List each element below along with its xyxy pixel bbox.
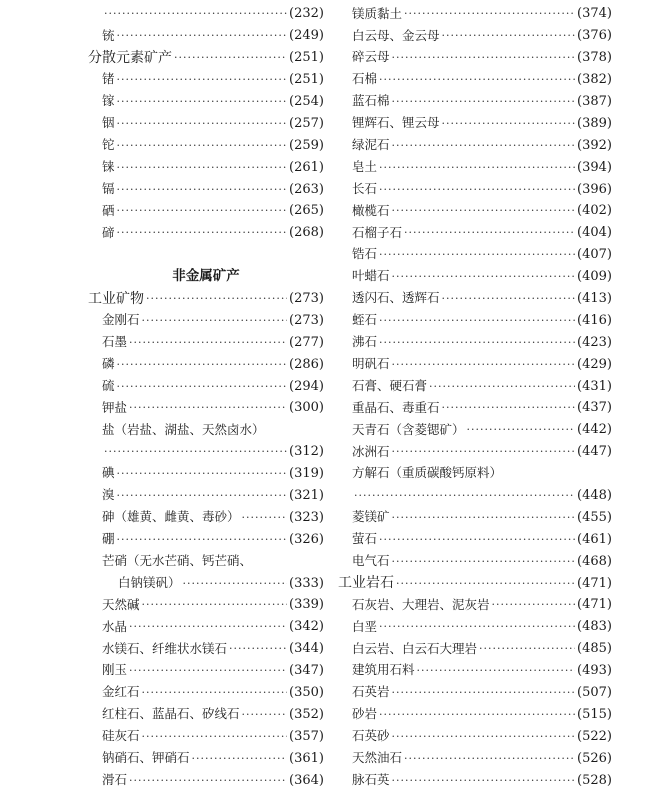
page-number: (468) xyxy=(577,553,612,569)
toc-entry xyxy=(88,638,324,660)
toc-entry xyxy=(338,704,612,726)
toc-entry-label: 电气石 xyxy=(352,552,390,568)
dot-leader xyxy=(379,249,575,260)
dot-leader xyxy=(379,184,575,195)
toc-entry-label: 石棉 xyxy=(352,71,378,87)
toc-entry-label: 锂辉石、锂云母 xyxy=(352,115,440,131)
toc-entry xyxy=(88,660,324,682)
toc-entry xyxy=(88,528,324,550)
toc-entry-label: 硼 xyxy=(102,531,115,547)
dot-leader xyxy=(117,140,288,151)
toc-entry-label: 长石 xyxy=(352,180,378,196)
toc-entry xyxy=(88,506,324,528)
dot-leader xyxy=(392,205,576,216)
toc-left-column xyxy=(88,3,324,791)
page-number: (461) xyxy=(577,531,612,547)
toc-entry xyxy=(338,550,612,572)
toc-entry-label: 天青石（含菱锶矿） xyxy=(352,421,465,437)
toc-entry xyxy=(88,47,324,69)
page-number: (442) xyxy=(577,422,612,438)
page-number: (409) xyxy=(577,269,612,285)
page-number: (402) xyxy=(577,203,612,219)
toc-entry-label: 硒 xyxy=(102,202,115,218)
page-number: (333) xyxy=(289,575,324,591)
toc-entry-label: 橄榄石 xyxy=(352,202,390,218)
toc-entry-label: 溴 xyxy=(102,487,115,503)
page-number: (249) xyxy=(289,28,324,44)
dot-leader xyxy=(104,446,287,457)
dot-leader xyxy=(392,556,576,567)
dot-leader xyxy=(379,337,575,348)
page-number: (344) xyxy=(289,641,324,657)
page-number: (273) xyxy=(289,291,324,307)
toc-entry xyxy=(88,441,324,463)
page-number: (392) xyxy=(577,137,612,153)
dot-leader xyxy=(404,8,575,19)
dot-leader xyxy=(479,643,575,654)
toc-entry xyxy=(338,375,612,397)
dot-leader xyxy=(117,468,288,479)
toc-entry xyxy=(88,550,324,572)
page-number: (429) xyxy=(577,356,612,372)
page-number: (364) xyxy=(289,772,324,788)
section-heading xyxy=(88,266,324,288)
toc-category-label: 分散元素矿产 xyxy=(88,49,172,66)
dot-leader xyxy=(142,687,288,698)
page-number: (323) xyxy=(289,509,324,525)
toc-entry xyxy=(338,3,612,25)
toc-entry xyxy=(88,682,324,704)
page-number: (389) xyxy=(577,115,612,131)
toc-entry xyxy=(338,682,612,704)
toc-entry xyxy=(88,747,324,769)
toc-entry xyxy=(338,506,612,528)
page-number: (437) xyxy=(577,400,612,416)
dot-leader xyxy=(392,271,576,282)
page-number: (483) xyxy=(577,619,612,635)
toc-entry xyxy=(338,353,612,375)
toc-entry-label: 滑石 xyxy=(102,771,128,787)
page-number: (268) xyxy=(289,225,324,241)
toc-entry xyxy=(88,200,324,222)
page-number: (361) xyxy=(289,750,324,766)
toc-entry-label: 硅灰石 xyxy=(102,728,140,744)
toc-entry xyxy=(338,528,612,550)
page-number: (326) xyxy=(289,531,324,547)
toc-entry-label: 菱镁矿 xyxy=(352,509,390,525)
toc-entry xyxy=(88,156,324,178)
toc-entry-label: 金红石 xyxy=(102,684,140,700)
dot-leader xyxy=(117,74,288,85)
dot-leader xyxy=(104,8,287,19)
page-number: (423) xyxy=(577,334,612,350)
dot-leader xyxy=(129,402,287,413)
dot-leader xyxy=(379,621,575,632)
dot-leader xyxy=(192,753,288,764)
toc-entry-label: 铼 xyxy=(102,158,115,174)
toc-entry xyxy=(338,200,612,222)
toc-entry-label: 蓝石棉 xyxy=(352,93,390,109)
toc-entry-label: 磷 xyxy=(102,355,115,371)
page-number: (431) xyxy=(577,378,612,394)
toc-entry xyxy=(88,375,324,397)
dot-leader xyxy=(117,359,288,370)
page-number: (471) xyxy=(577,597,612,613)
page-number: (277) xyxy=(289,334,324,350)
dot-leader xyxy=(142,599,288,610)
toc-entry-label: 水镁石、纤维状水镁石 xyxy=(102,640,228,656)
page-number: (294) xyxy=(289,378,324,394)
toc-right-column xyxy=(338,3,612,791)
toc-entry-label: 砂岩 xyxy=(352,706,378,722)
spacer xyxy=(88,244,324,266)
toc-entry xyxy=(338,572,612,594)
toc-entry xyxy=(338,616,612,638)
dot-leader xyxy=(404,227,575,238)
toc-entry-label: 盐（岩盐、湖盐、天然卤水） xyxy=(102,421,265,437)
page-number: (254) xyxy=(289,94,324,109)
dot-leader xyxy=(404,753,575,764)
toc-entry-label: 蛭石 xyxy=(352,312,378,328)
dot-leader xyxy=(392,687,576,698)
page-number: (387) xyxy=(577,94,612,109)
toc-entry-label: 石灰岩、大理岩、泥灰岩 xyxy=(352,596,490,612)
dot-leader xyxy=(442,402,576,413)
toc-entry xyxy=(88,725,324,747)
toc-entry-label: 砷（雄黄、雌黄、毒砂） xyxy=(102,509,240,525)
toc-entry-label: 建筑用石料 xyxy=(352,662,415,678)
page-number: (471) xyxy=(577,575,612,591)
page-number: (528) xyxy=(577,772,612,788)
dot-leader xyxy=(492,599,576,610)
toc-entry-label: 天然油石 xyxy=(352,749,403,765)
toc-entry xyxy=(88,594,324,616)
page-number: (273) xyxy=(289,312,324,328)
toc-entry-label: 白云母、金云母 xyxy=(352,27,440,43)
toc-entry xyxy=(338,747,612,769)
toc-entry xyxy=(338,156,612,178)
toc-entry-label: 白钠镁矾） xyxy=(118,574,181,590)
page-number: (251) xyxy=(289,50,324,66)
toc-entry xyxy=(88,288,324,310)
toc-entry-label: 镁质黏土 xyxy=(352,5,403,21)
page-number: (378) xyxy=(577,50,612,66)
toc-entry-label: 刚玉 xyxy=(102,662,128,678)
dot-leader xyxy=(117,381,288,392)
toc-entry-label: 石墨 xyxy=(102,334,128,350)
dot-leader xyxy=(392,775,576,786)
toc-entry xyxy=(338,309,612,331)
page-number: (265) xyxy=(289,203,324,219)
toc-entry-label: 锗 xyxy=(102,71,115,87)
toc-entry xyxy=(88,704,324,726)
dot-leader xyxy=(117,534,288,545)
toc-entry xyxy=(338,47,612,69)
toc-entry-label: 天然碱 xyxy=(102,596,140,612)
dot-leader xyxy=(242,512,288,523)
toc-entry xyxy=(338,112,612,134)
page-number: (261) xyxy=(289,159,324,175)
dot-leader xyxy=(117,96,288,107)
toc-entry xyxy=(88,25,324,47)
toc-entry xyxy=(88,463,324,485)
toc-entry xyxy=(338,69,612,91)
toc-entry-label: 钠硝石、钾硝石 xyxy=(102,749,190,765)
toc-entry-label: 碘 xyxy=(102,465,115,481)
toc-entry xyxy=(88,485,324,507)
toc-entry-label: 方解石（重质碳酸钙原料） xyxy=(352,465,503,481)
toc-entry-label: 绿泥石 xyxy=(352,137,390,153)
page-number: (342) xyxy=(289,619,324,635)
page-number: (493) xyxy=(577,663,612,679)
page-number: (522) xyxy=(577,728,612,744)
dot-leader xyxy=(142,315,288,326)
page-number: (448) xyxy=(577,488,612,504)
toc-entry-label: 明矾石 xyxy=(352,355,390,371)
dot-leader xyxy=(392,359,576,370)
toc-entry xyxy=(88,69,324,91)
dot-leader xyxy=(117,227,288,238)
toc-entry xyxy=(338,725,612,747)
toc-entry xyxy=(88,112,324,134)
toc-entry-label: 冰洲石 xyxy=(352,443,390,459)
page-number: (312) xyxy=(289,444,324,460)
page-number: (376) xyxy=(577,28,612,44)
dot-leader xyxy=(392,446,576,457)
page-number: (257) xyxy=(289,115,324,131)
toc-entry-label: 萤石 xyxy=(352,531,378,547)
page-number: (396) xyxy=(577,181,612,197)
toc-entry xyxy=(338,441,612,463)
toc-entry-label: 石英岩 xyxy=(352,684,390,700)
dot-leader xyxy=(379,709,575,720)
toc-category-label: 工业矿物 xyxy=(88,290,144,307)
toc-entry xyxy=(338,178,612,200)
page-number: (394) xyxy=(577,159,612,175)
toc-entry-label: 碎云母 xyxy=(352,49,390,65)
page-number: (382) xyxy=(577,72,612,88)
dot-leader xyxy=(379,74,575,85)
toc-entry xyxy=(338,222,612,244)
toc-entry xyxy=(338,288,612,310)
dot-leader xyxy=(396,578,575,589)
toc-entry-label: 透闪石、透辉石 xyxy=(352,290,440,306)
dot-leader xyxy=(392,140,576,151)
toc-entry xyxy=(338,397,612,419)
toc-entry xyxy=(338,660,612,682)
dot-leader xyxy=(174,52,287,63)
dot-leader xyxy=(117,30,288,41)
page-number: (232) xyxy=(289,6,324,22)
page-number: (321) xyxy=(289,488,324,504)
toc-entry xyxy=(88,572,324,594)
toc-category-label: 工业岩石 xyxy=(338,575,394,592)
dot-leader xyxy=(117,184,288,195)
dot-leader xyxy=(417,665,576,676)
page-number: (507) xyxy=(577,685,612,701)
toc-entry xyxy=(88,178,324,200)
dot-leader xyxy=(183,578,288,589)
toc-entry xyxy=(338,134,612,156)
toc-entry xyxy=(338,594,612,616)
dot-leader xyxy=(379,162,575,173)
page-number: (319) xyxy=(289,466,324,482)
toc-entry-label: 镉 xyxy=(102,180,115,196)
dot-leader xyxy=(142,731,288,742)
toc-entry-label: 钾盐 xyxy=(102,399,128,415)
dot-leader xyxy=(392,96,576,107)
toc-entry xyxy=(338,25,612,47)
dot-leader xyxy=(129,665,287,676)
toc-entry-label: 锆石 xyxy=(352,246,378,262)
page-number: (526) xyxy=(577,750,612,766)
toc-entry-label: 皂土 xyxy=(352,158,378,174)
dot-leader xyxy=(442,293,576,304)
page-number: (404) xyxy=(577,225,612,241)
toc-entry xyxy=(88,419,324,441)
dot-leader xyxy=(442,30,576,41)
dot-leader xyxy=(117,205,288,216)
dot-leader xyxy=(242,709,288,720)
toc-entry xyxy=(88,331,324,353)
dot-leader xyxy=(129,621,287,632)
toc-entry xyxy=(88,353,324,375)
dot-leader xyxy=(392,731,576,742)
page-number: (455) xyxy=(577,509,612,525)
toc-entry xyxy=(88,309,324,331)
toc-entry-label: 芒硝（无水芒硝、钙芒硝、 xyxy=(102,552,253,568)
page-number: (251) xyxy=(289,72,324,88)
toc-entry xyxy=(338,244,612,266)
toc-entry xyxy=(88,3,324,25)
toc-entry-label: 碲 xyxy=(102,224,115,240)
page-number: (413) xyxy=(577,291,612,307)
toc-entry-label: 水晶 xyxy=(102,618,128,634)
dot-leader xyxy=(117,118,288,129)
page-number: (416) xyxy=(577,312,612,328)
toc-entry xyxy=(338,331,612,353)
toc-entry-label: 铊 xyxy=(102,137,115,153)
page-number: (447) xyxy=(577,444,612,460)
toc-entry xyxy=(88,616,324,638)
dot-leader xyxy=(392,52,576,63)
toc-entry-label: 红柱石、蓝晶石、矽线石 xyxy=(102,706,240,722)
page-number: (485) xyxy=(577,641,612,657)
dot-leader xyxy=(129,337,287,348)
dot-leader xyxy=(467,424,576,435)
page-number: (350) xyxy=(289,685,324,701)
toc-entry xyxy=(338,485,612,507)
toc-entry xyxy=(88,769,324,791)
page-number: (339) xyxy=(289,597,324,613)
toc-entry-label: 铳 xyxy=(102,27,115,43)
toc-entry-label: 重晶石、毒重石 xyxy=(352,399,440,415)
page-number: (259) xyxy=(289,137,324,153)
toc-entry-label: 石榴子石 xyxy=(352,224,403,240)
toc-entry-label: 白云岩、白云石大理岩 xyxy=(352,640,478,656)
dot-leader xyxy=(392,512,576,523)
toc-entry-label: 石膏、硬石膏 xyxy=(352,377,428,393)
page-number: (263) xyxy=(289,181,324,197)
dot-leader xyxy=(117,162,288,173)
section-heading-label: 非金属矿产 xyxy=(172,267,240,284)
toc-entry xyxy=(338,91,612,113)
toc-entry xyxy=(88,222,324,244)
dot-leader xyxy=(379,534,575,545)
dot-leader xyxy=(117,490,288,501)
dot-leader xyxy=(442,118,576,129)
toc-entry-label: 金刚石 xyxy=(102,312,140,328)
dot-leader xyxy=(229,643,287,654)
dot-leader xyxy=(354,490,575,501)
toc-entry xyxy=(88,134,324,156)
page-number: (347) xyxy=(289,663,324,679)
page-number: (374) xyxy=(577,6,612,22)
toc-entry xyxy=(88,91,324,113)
toc-entry xyxy=(88,397,324,419)
page-number: (300) xyxy=(289,400,324,416)
toc-entry xyxy=(338,463,612,485)
toc-entry xyxy=(338,769,612,791)
toc-entry-label: 脉石英 xyxy=(352,771,390,787)
toc-entry-label: 白垩 xyxy=(352,618,378,634)
page-number: (357) xyxy=(289,728,324,744)
dot-leader xyxy=(379,315,575,326)
toc-entry-label: 沸石 xyxy=(352,334,378,350)
toc-entry-label: 铟 xyxy=(102,115,115,131)
toc-entry-label: 硫 xyxy=(102,377,115,393)
toc-entry xyxy=(338,419,612,441)
page-number: (515) xyxy=(577,706,612,722)
toc-entry-label: 石英砂 xyxy=(352,728,390,744)
toc-entry-label: 叶蜡石 xyxy=(352,268,390,284)
toc-entry-label: 镓 xyxy=(102,93,115,109)
dot-leader xyxy=(129,775,287,786)
page-number: (286) xyxy=(289,356,324,372)
dot-leader xyxy=(146,293,287,304)
page-number: (352) xyxy=(289,706,324,722)
dot-leader xyxy=(429,381,575,392)
toc-entry xyxy=(338,638,612,660)
page-number: (407) xyxy=(577,247,612,263)
toc-entry xyxy=(338,266,612,288)
